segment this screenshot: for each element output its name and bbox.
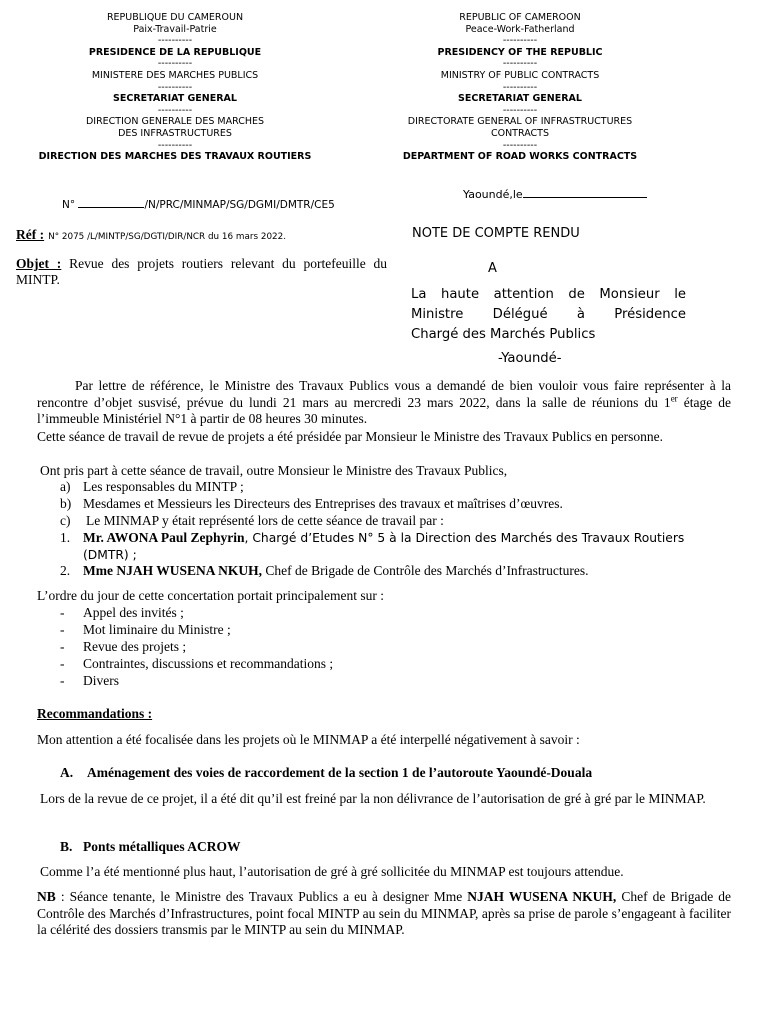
- superscript: er: [670, 393, 678, 404]
- recommendations-heading: Recommandations :: [37, 706, 153, 721]
- list-marker: b): [60, 496, 72, 511]
- section-a-text: Lors de la revue de ce projet, il a été dit qu’il est freiné par la non délivrance de l’autorisation de gré à gré par le MINMAP.: [40, 791, 706, 806]
- bullet: -: [60, 639, 65, 654]
- object-label: Objet :: [16, 256, 62, 271]
- bullet: -: [60, 622, 65, 637]
- nb-text: : Séance tenante, le Ministre des Travaux Publics a eu à designer Mme: [55, 889, 468, 904]
- directorate-line-1: DIRECTORATE GENERAL OF INFRASTRUCTURES: [407, 116, 633, 128]
- secretariat: SECRETARIAT GENERAL: [458, 93, 582, 105]
- agenda-text: Revue des projets ;: [83, 639, 187, 654]
- agenda-text: Mot liminaire du Ministre ;: [83, 622, 231, 637]
- bullet: -: [60, 605, 65, 620]
- rep-name: Mr. AWONA Paul Zephyrin: [83, 530, 245, 545]
- ministry: MINISTRY OF PUBLIC CONTRACTS: [440, 69, 600, 81]
- date-blank: [523, 186, 647, 198]
- agenda-item: [0, 639, 768, 656]
- separator: ----------: [502, 58, 538, 70]
- object-line: [16, 256, 387, 288]
- addressee-line-1: La haute attention de Monsieur le: [411, 287, 686, 302]
- place-date-label: Yaoundé,le: [463, 188, 523, 201]
- ref-label: Réf :: [16, 227, 45, 242]
- department: DIRECTION DES MARCHES DES TRAVAUX ROUTIERS: [38, 151, 312, 163]
- agenda-item: [0, 673, 768, 690]
- directorate-line-2: DES INFRASTRUCTURES: [118, 127, 232, 139]
- paragraph-participants: Ont pris part à cette séance de travail, outre Monsieur le Ministre des Travaux Publics,: [40, 463, 508, 478]
- list-text: Le MINMAP y était représenté lors de cette séance de travail par :: [86, 513, 444, 528]
- reference-number: [62, 197, 335, 211]
- agenda-text: Contraintes, discussions et recommandations ;: [83, 656, 334, 671]
- agenda-item: [0, 605, 768, 622]
- separator: ----------: [157, 139, 193, 151]
- nb-paragraph: [37, 889, 731, 939]
- document-title: NOTE DE COMPTE RENDU: [412, 226, 580, 241]
- directorate-line-1: DIRECTION GENERALE DES MARCHES: [85, 116, 265, 128]
- nb-name: NJAH WUSENA NKUH,: [467, 889, 617, 904]
- section-title: Ponts métalliques ACROW: [83, 839, 241, 854]
- object-value: Revue des projets routiers relevant du portefeuille du MINTP.: [16, 256, 387, 287]
- representative-2: [0, 563, 768, 580]
- addressee-city: -Yaoundé-: [498, 351, 562, 366]
- country-name: REPUBLIQUE DU CAMEROUN: [106, 12, 244, 23]
- list-marker: a): [60, 479, 71, 494]
- separator: ----------: [157, 104, 193, 116]
- header-left: [20, 12, 330, 163]
- number-suffix: /N/PRC/MINMAP/SG/DGMI/DMTR/CE5: [144, 199, 335, 211]
- representative-1: [0, 530, 768, 564]
- section-b-heading: [0, 839, 768, 856]
- list-item: [0, 479, 768, 496]
- number-prefix: N°: [62, 199, 76, 211]
- rep-name: Mme NJAH WUSENA NKUH,: [83, 563, 263, 578]
- agenda-item: [0, 656, 768, 673]
- section-a-heading: [0, 765, 768, 782]
- agenda-text: Appel des invités ;: [83, 605, 184, 620]
- country-name: REPUBLIC OF CAMEROON: [459, 12, 581, 23]
- ref-value: N° 2075 /L/MINTP/SG/DGTI/DIR/NCR du 16 mars 2022.: [48, 232, 287, 242]
- nb-label: NB: [37, 889, 56, 904]
- list-text: Mesdames et Messieurs les Directeurs des Entreprises des travaux et maîtrises d’œuvres.: [83, 496, 563, 511]
- presidency: PRESIDENCY OF THE REPUBLIC: [437, 46, 603, 58]
- separator: ----------: [502, 35, 538, 47]
- ref-line: [16, 226, 286, 244]
- presidency: PRESIDENCE DE LA REPUBLIQUE: [88, 46, 262, 58]
- addressee-to: A: [488, 261, 497, 276]
- addressee-line-2: Ministre Délégué à Présidence: [411, 307, 686, 322]
- bullet: -: [60, 673, 65, 688]
- addressee-line-3: Chargé des Marchés Publics: [411, 327, 596, 342]
- motto: Peace-Work-Fatherland: [465, 23, 575, 35]
- agenda-text: Divers: [83, 673, 119, 688]
- place-date: [463, 186, 647, 201]
- para1-text: Par lettre de référence, le Ministre des Travaux Publics vous a demandé de bien vouloir vous faire représenter à la rencontre d’objet susvisé, prévue du lundi 21 mars au mercredi 23 mars 2022, dans la salle de réunions du 1: [37, 378, 731, 410]
- agenda-intro: L’ordre du jour de cette concertation portait principalement sur :: [37, 588, 384, 603]
- ministry: MINISTERE DES MARCHES PUBLICS: [91, 69, 259, 81]
- motto: Paix-Travail-Patrie: [133, 23, 217, 35]
- agenda-item: [0, 622, 768, 639]
- section-marker: A.: [60, 765, 74, 780]
- list-marker: 2.: [60, 563, 71, 578]
- bullet: -: [60, 656, 65, 671]
- recommendations-intro: Mon attention a été focalisée dans les projets où le MINMAP a été interpellé négativement à savoir :: [37, 732, 580, 747]
- separator: ----------: [157, 58, 193, 70]
- separator: ----------: [502, 81, 538, 93]
- list-item: [0, 513, 768, 530]
- list-marker: 1.: [60, 530, 71, 545]
- separator: ----------: [502, 139, 538, 151]
- section-title: Aménagement des voies de raccordement de la section 1 de l’autoroute Yaoundé-Douala: [87, 765, 593, 780]
- directorate-line-2: CONTRACTS: [490, 127, 550, 139]
- list-item: [0, 496, 768, 513]
- rep-role: , Chargé d’Etudes N° 5 à la Direction des Marchés des Travaux Routiers (DMTR) ;: [83, 531, 685, 562]
- secretariat: SECRETARIAT GENERAL: [113, 93, 237, 105]
- number-blank: [78, 197, 144, 208]
- department: DEPARTMENT OF ROAD WORKS CONTRACTS: [402, 151, 638, 163]
- nb-text-end: Chef de Brigade de Contrôle des Marchés d’Infrastructures, point focal MINTP au sein du MINMAP, après sa prise de parole s’engageant à faciliter la célérité des dossiers transmis par le MINTP au sein du MINMAP.: [37, 889, 731, 938]
- header-right: [365, 12, 675, 163]
- list-marker: c): [60, 513, 71, 528]
- separator: ----------: [157, 81, 193, 93]
- section-marker: B.: [60, 839, 73, 854]
- rep-role: Chef de Brigade de Contrôle des Marchés d’Infrastructures.: [262, 563, 589, 578]
- paragraph-chair: Cette séance de travail de revue de projets a été présidée par Monsieur le Ministre des Travaux Publics en personne.: [37, 429, 664, 444]
- separator: ----------: [502, 104, 538, 116]
- section-b-text: Comme l’a été mentionné plus haut, l’autorisation de gré à gré sollicitée du MINMAP est toujours attendue.: [40, 864, 624, 879]
- paragraph-intro: [37, 378, 731, 428]
- list-text: Les responsables du MINTP ;: [83, 479, 244, 494]
- separator: ----------: [157, 35, 193, 47]
- para1-text-end: étage de l’immeuble Ministériel N°1 à partir de 08 heures 30 minutes.: [37, 394, 731, 427]
